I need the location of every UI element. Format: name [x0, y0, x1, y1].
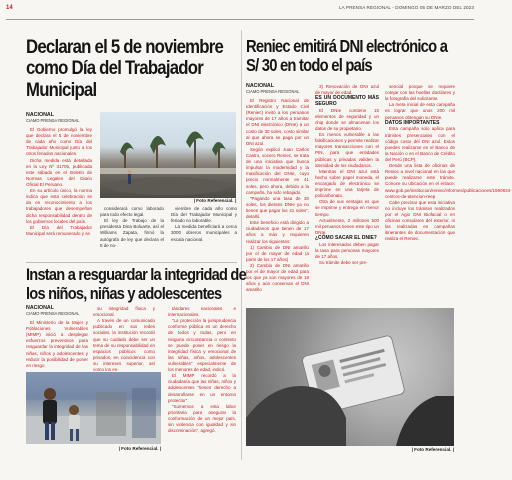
column-divider — [241, 30, 242, 460]
article-1-source: CIAMO PRENSA REGIONAL — [26, 117, 80, 123]
subheading: ES UN DOCUMENTO MÁS SEGURO — [315, 95, 379, 107]
article-1-headline: Declaran el 5 de noviembre como Día del Trabajador Municipal — [26, 36, 224, 101]
subheading: DATOS IMPORTANTES — [385, 119, 440, 126]
page-number: 14 — [6, 5, 13, 11]
section-divider — [26, 262, 237, 263]
paragraph: “La protección la jurisprudencia conforme pública es un derecho de todos y todas, pero en ninguna circunstancia o contexto se puede poner en riesgo la integridad física y emocional de las niñas, niños, adolescentes vulnerables” especialmente de los menores de edad, indicó. — [168, 318, 236, 373]
paragraph: El Gobierno promulgó la ley que declara el 5 de noviembre de cada año como Día del Trabajador Municipal junto a los otros feriados nacionales. — [26, 127, 92, 157]
article-3-col-2 — [93, 306, 155, 373]
paragraph: A través de un comunicado publicado en sus redes sociales, la institución recordó que su cuidado debe ser un tema de su responsabilidad en espacios públicos como privados, en coincidencia con su intereses superior, así como los es- — [93, 318, 155, 373]
paragraph: Actualmente, 2 millones 500 mil peruanos tienen este tipo un DNIe. — [315, 217, 379, 235]
article-2-headline: Reniec emitirá DNI electrónico a S/ 30 en todo el país — [246, 36, 448, 75]
paragraph: 3) Renovación de DNI azul de mayor de edad. — [315, 84, 379, 96]
plaza-image — [100, 112, 236, 198]
paragraph: El Registro Nacional de Identificación y Estado Civil (Reniec) invitó a los peruanos mayores de 17 años a tramitar el DNI electrónico (DNIe) a un costo de 30 soles, costo similar al que ahora se paga por un DNI azul. — [246, 98, 309, 146]
article-1-photo-caption: | Foto Referencial. | — [193, 198, 236, 203]
paragraph: Esta campaña solo aplica para trámites presenciales con el código costo del DNI azul. Estos pueden realizarse en el Banco de la Nación o en el Banco de Crédito del Perú (BCP). — [385, 126, 455, 162]
subheading: ¿CÓMO SACAR EL DNIE? — [315, 235, 377, 242]
masthead: LA PRENSA REGIONAL - DOMINGO 05 DE MARZO DEL 2023 — [338, 5, 474, 10]
paragraph: El DNIe contiene 15 elementos de seguridad y un chip donde se almacenan los datos de su propietario. — [315, 107, 379, 132]
paragraph: El Ministerio de la Mujer y Poblaciones Vulnerables (MIMP) inició a desplegar esfuerzos preventivos para resguardar la integridad de las niñas, niños y adolescentes y reducir la posibilidad de poner en riesgo — [26, 320, 88, 368]
paragraph: Según explicó Juan Carlos Castro, vocero Reniec, se trata de una iniciativa que busca impulsar la modernidad y la masificación del DNIe, cuyo precio normalmente es 41 soles, pero ahora, debido a la campaña, ha sido rebajado. — [246, 146, 309, 195]
paragraph: Su trámite debe ser pre- — [319, 260, 368, 266]
paragraph: La meta inicial de esta campaña es lograr que unos 200 mil peruanos obtengan su DNIe. — [385, 102, 455, 120]
paragraph: Desde una lista de oficinas de Reniec a nivel nacional en las que puede realizarse este trámite. Conoce su ubicación en el enlace: www.gob.pe/institucion/reniec/informes/publicaciones/1590934-centros-de-atencion-reep — [385, 163, 512, 199]
paragraph: 1) Cambio de DNI amarillo por el de mayor de edad (a partir de los 17 años) — [246, 244, 309, 262]
paragraph: Dicha medida está detallada en la Ley Nº 31705, publicada este sábado en el Boletín de Normas Legales del Diario Oficial El Peruano. — [26, 157, 92, 187]
paragraph: Mientras el DNI azul está hecho sobre papel moneda, el encargado de electrónico se imprime en una tarjeta de policarbonato. — [315, 168, 379, 199]
article-3-headline: Instan a resguardar la integridad de los niños, niñas y adolescentes — [26, 265, 246, 303]
article-3-source: CIAMO PRENSA REGIONAL — [26, 310, 80, 316]
article-1-kicker: NACIONAL — [26, 112, 54, 118]
children-image — [26, 372, 161, 444]
article-2-photo-caption: | Foto Referencial. | — [411, 447, 454, 452]
paragraph: tándares nacionales e internacionales. — [168, 306, 236, 318]
article-1-byline — [26, 113, 92, 124]
paragraph: Los interesados deben pagar la tasa para personas mayores de 17 años. — [315, 241, 379, 259]
paragraph: Es menos vulnerable a las falsificaciones y permite realizar mayores transacciones con el PIN, para que entidades públicas y privadas validen la identidad de los ciudadanos. — [315, 132, 379, 168]
paragraph: considerará como laborado para todo efecto legal. — [100, 206, 164, 218]
article-2-source: CIAMO PRENSA REGIONAL — [246, 88, 300, 94]
paragraph: El ley de Trabajo de la presidenta Dina Boluarte, así el Williams Zapata, firmó la autógrafa de ley que declara el 5 de no- — [100, 218, 164, 248]
paragraph: La medida beneficiará a cerca 3000 obreros municipales a escala nacional. — [171, 224, 237, 242]
article-1-photo — [100, 112, 236, 198]
paragraph: 2) Cambio de DNI amarillo por el de mayor de edad para los que ya son mayores de 18 años y aún conservan el DNI amarillo — [246, 262, 309, 293]
paragraph: su integridad física y emocional. — [93, 306, 155, 318]
article-3-col-1 — [26, 320, 88, 366]
paragraph: viembre de cada año como Día del Trabajador Municipal y feriado no laborable. — [171, 206, 237, 224]
paragraph: Este beneficio está dirigido a ciudadanos que tienen de 17 años a más y requieren realizar los siguientes: — [246, 220, 309, 244]
article-2-photo — [246, 308, 454, 446]
article-3-photo-caption: | Foto Referencial. | — [118, 446, 161, 451]
paragraph: El Día del Trabajador Municipal será remunerado y se — [26, 224, 92, 236]
article-3-kicker: NACIONAL — [26, 305, 54, 311]
paragraph: Otra de sus ventajas es que se imprime y entrega en menor tiempo. — [315, 199, 379, 217]
article-1-col-2 — [100, 206, 164, 258]
article-2-col-1 — [246, 98, 309, 304]
paragraph: Cabe precisar que esta iniciativa no incluye los trámites realizados por el Agio DNI Biofacial o en oficinas consulares del exterior, ni las realizadas en campañas itinerantes de documentación que realiza el Reniec. — [385, 199, 455, 242]
paragraph: “Sumemos a esta labor prioritaria para asegurar la conformación de un mejor país, sin violencia con igualdad y sin discriminación”, agregó. — [168, 403, 236, 434]
paragraph: “Pagando una tasa de 30 soles, los dientes DNIe ya no tienen que pagar los 41 soles”, detalló. — [246, 195, 309, 220]
article-3-photo — [26, 372, 161, 444]
article-2-byline — [246, 84, 312, 95]
article-2-kicker: NACIONAL — [246, 83, 274, 89]
paragraph: En su artículo único, la norma indica que esta celebración se da en reconocimiento a los trabajadores que desempeñan dicha responsabilidad dentro de los gobiernos locales del país. — [26, 188, 92, 224]
article-1-col-1 — [26, 127, 92, 260]
article-1-col-3 — [171, 206, 237, 258]
article-3-col-3 — [168, 306, 236, 450]
dni-card-image — [246, 308, 454, 446]
paragraph: sencial porque se requiere cotejar con las huellas dactilares y la fotografía del solicitante. — [385, 84, 455, 102]
paragraph: El MIMP recordó a la ciudadanía que las niñas, niños y adolescentes “tienen derecho a desarrollarse en un entorno protector”. — [168, 373, 236, 403]
article-2-col-3 — [385, 84, 512, 306]
article-3-byline — [26, 306, 88, 317]
page-header — [6, 3, 474, 20]
article-2-col-2 — [315, 84, 379, 306]
